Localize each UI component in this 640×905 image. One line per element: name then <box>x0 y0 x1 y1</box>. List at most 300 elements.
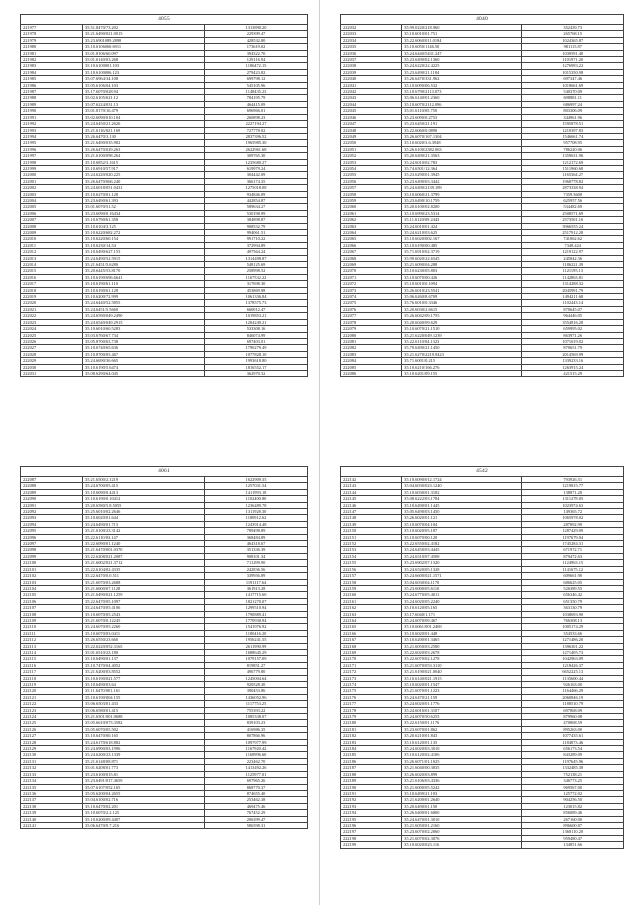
row-code-cell: 35.21.6600/07.1128 <box>83 585 205 591</box>
row-amount-cell: 428532.80 <box>205 37 308 43</box>
row-id-cell: 222075 <box>341 300 402 306</box>
panel-title: 4055 <box>20 14 308 24</box>
row-id-cell: 222060 <box>341 204 402 210</box>
row-id-cell: 222175 <box>341 688 402 694</box>
row-code-cell: 35.10.6010/0.1094 <box>402 281 522 287</box>
row-code-cell: 35.22.6020/03.2678 <box>402 649 522 655</box>
row-code-cell: 35.10.6104/3.125 <box>83 223 205 229</box>
row-amount-cell: 1378575.73 <box>205 300 308 306</box>
row-code-cell: 35.05.6490/03.1450 <box>402 509 522 515</box>
row-code-cell: 35.10.6790/2113.073 <box>402 89 522 95</box>
row-amount-cell: 1188510.79 <box>522 701 624 707</box>
row-code-cell: 35.24.6440/5431.247 <box>402 50 522 56</box>
row-amount-cell: 803306.09 <box>522 108 624 114</box>
row-id-cell: 222032 <box>341 25 402 31</box>
row-code-cell: 35.21.6200/03.8552 <box>83 669 205 675</box>
row-amount-cell: 123015.82 <box>522 803 624 809</box>
row-id-cell: 222101 <box>21 566 83 572</box>
row-code-cell: 35.71.6001/0.215 <box>402 358 522 364</box>
row-id-cell: 221989 <box>21 101 83 107</box>
row-amount-cell: 671972.71 <box>522 547 624 553</box>
row-code-cell: 35.24.6540/049.2915 <box>83 319 205 325</box>
row-amount-cell: 879472.63 <box>522 553 624 559</box>
row-amount-cell: 464318.67 <box>205 541 308 547</box>
row-amount-cell: 1117753.25 <box>205 701 308 707</box>
row-id-cell: 222080 <box>341 332 402 338</box>
row-id-cell: 221990 <box>21 108 83 114</box>
row-id-cell: 221995 <box>21 140 83 146</box>
row-code-cell: 35.24.6200/23.1339 <box>83 752 205 758</box>
row-amount-cell: 698881.11 <box>522 95 624 101</box>
row-code-cell: 35.23.6100/015.81 <box>83 771 205 777</box>
row-code-cell: 35.05.6106/04.103 <box>83 82 205 88</box>
row-amount-cell: 361913.28 <box>205 585 308 591</box>
row-code-cell: 35.21.6070/01.1223 <box>402 688 522 694</box>
row-amount-cell: 470868.59 <box>522 720 624 726</box>
row-code-cell: 35.03.6760/67.734 <box>83 332 205 338</box>
row-code-cell: 35.10.6106060.6911 <box>83 44 205 50</box>
row-id-cell: 222145 <box>341 496 402 502</box>
row-amount-cell: 1965985.30 <box>205 140 308 146</box>
row-amount-cell: 1511960.68 <box>522 165 624 171</box>
row-code-cell: 35.01.6110/05.750 <box>402 108 522 114</box>
row-amount-cell: 697965.26 <box>205 778 308 784</box>
row-amount-cell: 1263915.24 <box>522 364 624 370</box>
row-code-cell: 35.10.6790/61.358 <box>83 217 205 223</box>
row-code-cell: 35.24.6770/05.4011 <box>402 592 522 598</box>
row-id-cell: 222160 <box>341 592 402 598</box>
row-id-cell: 222142 <box>341 477 402 483</box>
row-code-cell: 35.23.6491/017.4659 <box>83 778 205 784</box>
row-amount-cell: 920528.30 <box>205 682 308 688</box>
row-amount-cell: 1332485.38 <box>522 765 624 771</box>
row-id-cell: 222020 <box>21 300 83 306</box>
row-amount-cell: 957708.95 <box>522 140 624 146</box>
row-code-cell: 35.11.6470/001.161 <box>83 688 205 694</box>
row-id-cell: 221994 <box>21 133 83 139</box>
data-table <box>20 24 308 377</box>
row-code-cell: 35.10.6490/01.1445 <box>402 502 522 508</box>
row-id-cell: 222036 <box>341 50 402 56</box>
row-id-cell: 222048 <box>341 127 402 133</box>
row-id-cell: 222186 <box>341 758 402 764</box>
row-code-cell: 35.26.6071/01.1025 <box>402 758 522 764</box>
row-code-cell: 35.21.6270/2219.9423 <box>402 351 522 357</box>
row-amount-cell: 981115.87 <box>522 44 624 50</box>
row-code-cell: 35.10.6060/21.3799 <box>402 191 522 197</box>
row-id-cell: 222113 <box>21 643 83 649</box>
row-code-cell: 35.10.6200/01.3465 <box>402 637 522 643</box>
row-code-cell: 35.21.6070/03.2688 <box>83 579 205 585</box>
row-amount-cell: 530198.99 <box>205 210 308 216</box>
row-amount-cell: 1245004.64 <box>205 675 308 681</box>
row-amount-cell: 346773.25 <box>522 778 624 784</box>
row-code-cell: 35.23.6000/05.6110 <box>402 585 522 591</box>
row-amount-cell: 856089.46 <box>522 810 624 816</box>
row-id-cell: 222162 <box>341 605 402 611</box>
row-code-cell: 35.26.6010/23.5541 <box>402 287 522 293</box>
row-id-cell: 222103 <box>21 579 83 585</box>
row-code-cell: 35.10.6070/00.120 <box>402 534 522 540</box>
row-code-cell: 35.06.6140/01.2360 <box>402 95 522 101</box>
row-amount-cell: 344961.96 <box>522 114 624 120</box>
row-amount-cell: 839103.23 <box>205 720 308 726</box>
row-amount-cell: 1197679.04 <box>522 534 624 540</box>
row-code-cell: 35.21.6116/021.169 <box>83 127 205 133</box>
row-amount-cell: 1167920.42 <box>205 746 308 752</box>
row-code-cell: 35.10.6190/0.10412 <box>83 496 205 502</box>
row-amount-cell: 1494211.68 <box>522 294 624 300</box>
row-amount-cell: 526389.55 <box>522 585 624 591</box>
row-amount-cell: 1168996.60 <box>205 752 308 758</box>
row-code-cell: 35.71.6910/02.3719 <box>402 249 522 255</box>
row-amount-cell: 1993618.80 <box>205 358 308 364</box>
row-id-cell: 222114 <box>21 649 83 655</box>
row-amount-cell: 1236489.78 <box>205 502 308 508</box>
row-code-cell: 35.10.6190/00.485 <box>402 242 522 248</box>
row-amount-cell: 1077828.10 <box>205 351 308 357</box>
row-amount-cell: 1956241.55 <box>205 637 308 643</box>
row-amount-cell: 469475.46 <box>205 803 308 809</box>
row-code-cell: 35.23.6901089.2898 <box>83 37 205 43</box>
row-id-cell: 222097 <box>21 541 83 547</box>
row-amount-cell: 2611990.99 <box>205 643 308 649</box>
row-id-cell: 221999 <box>21 165 83 171</box>
row-id-cell: 222133 <box>21 771 83 777</box>
row-code-cell: 35.10.6020/05.187 <box>402 528 522 534</box>
row-amount-cell: 366174.35 <box>205 178 308 184</box>
row-amount-cell: 1219122.97 <box>522 249 624 255</box>
row-amount-cell: 686625.05 <box>522 579 624 585</box>
row-code-cell: 35.20.6030/2.6615 <box>402 306 522 312</box>
row-id-cell: 222064 <box>341 230 402 236</box>
row-id-cell: 222152 <box>341 541 402 547</box>
row-code-cell: 35.24.6600/021.1571 <box>402 573 522 579</box>
row-code-cell: 35.10.6120/02.4106 <box>402 752 522 758</box>
row-amount-cell: 1770930.94 <box>205 617 308 623</box>
row-id-cell: 222164 <box>341 617 402 623</box>
row-amount-cell: 1019853.21 <box>205 313 308 319</box>
row-id-cell: 221998 <box>21 159 83 165</box>
row-id-cell: 222119 <box>21 682 83 688</box>
row-code-cell: 35.10.6090/012.1724 <box>402 477 522 483</box>
row-amount-cell: 1218426.37 <box>522 662 624 668</box>
row-amount-cell: 1142863.81 <box>522 274 624 280</box>
row-id-cell: 222039 <box>341 69 402 75</box>
row-code-cell: 35.10.6100001.103 <box>83 63 205 69</box>
row-amount-cell: 697347.46 <box>522 76 624 82</box>
row-id-cell: 222137 <box>21 797 83 803</box>
row-code-cell: 35.23.6090/0.2753 <box>402 114 522 120</box>
row-id-cell: 222122 <box>21 701 83 707</box>
row-id-cell: 222144 <box>341 489 402 495</box>
row-amount-cell: 1101971.20 <box>522 57 624 63</box>
row-amount-cell: 242836.56 <box>205 566 308 572</box>
row-code-cell: 35.20.6445/53.8170 <box>83 268 205 274</box>
row-id-cell: 222099 <box>21 553 83 559</box>
row-code-cell: 35.11.6120/09.2443 <box>402 217 522 223</box>
row-code-cell: 35.21.6100/23.3142 <box>83 528 205 534</box>
row-id-cell: 222056 <box>341 178 402 184</box>
row-amount-cell: 497564.24 <box>205 249 308 255</box>
row-code-cell: 35.24.6070/50.6255 <box>402 714 522 720</box>
row-amount-cell: 969567.00 <box>522 784 624 790</box>
row-amount-cell: 2227194.27 <box>205 121 308 127</box>
row-id-cell: 222163 <box>341 611 402 617</box>
row-id-cell: 222006 <box>21 210 83 216</box>
row-id-cell: 222085 <box>341 364 402 370</box>
row-id-cell: 222124 <box>21 714 83 720</box>
row-id-cell: 221986 <box>21 82 83 88</box>
row-id-cell: 222166 <box>341 630 402 636</box>
row-id-cell: 222078 <box>341 319 402 325</box>
row-code-cell: 35.10.6100006.123 <box>83 69 205 75</box>
row-id-cell: 222158 <box>341 579 402 585</box>
row-amount-cell: 287892.99 <box>522 521 624 527</box>
row-code-cell: 35.10.6190/004.155 <box>83 694 205 700</box>
row-id-cell: 222019 <box>21 294 83 300</box>
row-id-cell: 222000 <box>21 172 83 178</box>
row-code-cell: 35.24.6470/01.3010 <box>402 816 522 822</box>
row-id-cell: 222159 <box>341 585 402 591</box>
row-id-cell: 222179 <box>341 714 402 720</box>
row-code-cell: 35.10.6140/021.1915 <box>402 675 522 681</box>
row-code-cell: 35.20.6580/5.8.5055 <box>83 502 205 508</box>
row-code-cell: 35.24.6470/05.4106 <box>83 605 205 611</box>
row-id-cell: 222104 <box>21 585 83 591</box>
row-code-cell: 35.24.6990/03.1996 <box>83 746 205 752</box>
row-amount-cell: 1299510.94 <box>205 605 308 611</box>
row-code-cell: 35.20.6490/21.3563 <box>402 153 522 159</box>
row-amount-cell: 1411993.18 <box>205 489 308 495</box>
row-id-cell: 222065 <box>341 236 402 242</box>
row-id-cell: 222181 <box>341 726 402 732</box>
row-id-cell: 222010 <box>21 236 83 242</box>
row-amount-cell: 870645.07 <box>522 306 624 312</box>
row-code-cell: 35.01.6070/51.52 <box>83 204 205 210</box>
row-code-cell: 35.22.6110/03.147 <box>83 534 205 540</box>
row-id-cell: 222171 <box>341 662 402 668</box>
row-code-cell: 35.04.6030/023.1240 <box>402 483 522 489</box>
row-amount-cell: 390453.86 <box>205 688 308 694</box>
row-amount-cell: 1235680.27 <box>205 159 308 165</box>
row-code-cell: 35.10.6910/57.917 <box>83 165 205 171</box>
row-amount-cell: 1085338.07 <box>205 714 308 720</box>
row-code-cell: 35.10.6061/001.2469 <box>402 624 522 630</box>
row-code-cell: 35.26.6020/03.899 <box>402 771 522 777</box>
row-amount-cell: 1005174.29 <box>522 624 624 630</box>
row-amount-cell: 586598.31 <box>205 822 308 828</box>
row-amount-cell: 656346.42 <box>522 592 624 598</box>
row-amount-cell: 1141675.12 <box>522 566 624 572</box>
row-code-cell: 35.21.6470/001.0370 <box>83 547 205 553</box>
row-id-cell: 222148 <box>341 515 402 521</box>
row-amount-cell: 879960.08 <box>522 714 624 720</box>
row-amount-cell: 1180912.62 <box>205 515 308 521</box>
row-id-cell: 222026 <box>21 338 83 344</box>
row-code-cell: 35.22.6070/02.1278 <box>402 656 522 662</box>
row-id-cell: 222110 <box>21 624 83 630</box>
row-amount-cell: 7359.3600 <box>522 191 624 197</box>
row-id-cell: 222147 <box>341 509 402 515</box>
row-amount-cell: 686997.24 <box>522 101 624 107</box>
table-row <box>341 370 624 376</box>
row-amount-cell: 895263.00 <box>522 726 624 732</box>
row-code-cell: 35.22.6220/052.3165 <box>83 643 205 649</box>
row-code-cell: 35.24.6070/09.467 <box>402 617 522 623</box>
row-id-cell: 222079 <box>341 326 402 332</box>
row-code-cell: 35.10.6470/00.165 <box>83 733 205 739</box>
row-code-cell: 35.10.6070/04.104 <box>402 521 522 527</box>
row-amount-cell: 1167532.22 <box>205 274 308 280</box>
row-amount-cell: 384898.87 <box>205 217 308 223</box>
row-code-cell: 35.10.6030/01.3182 <box>402 489 522 495</box>
row-id-cell: 222027 <box>21 345 83 351</box>
row-code-cell: 35.10.6270/01.128 <box>83 191 205 197</box>
row-amount-cell: 1191117.64 <box>205 579 308 585</box>
row-amount-cell: 317698.30 <box>205 281 308 287</box>
row-code-cell: 35.21.6490/021.0015 <box>83 31 205 37</box>
row-code-cell: 35.26.6042/09.1755 <box>402 313 522 319</box>
row-amount-cell: 496779.80 <box>205 669 308 675</box>
row-amount-cell: 819851.27 <box>205 662 308 668</box>
row-code-cell: 35.20.6490/01.150 <box>402 803 522 809</box>
row-amount-cell: 138871.20 <box>522 489 624 495</box>
row-amount-cell: 1396301.22 <box>522 643 624 649</box>
row-code-cell: 35.51.8470/73.202 <box>83 25 205 31</box>
row-id-cell: 222050 <box>341 140 402 146</box>
row-code-cell: 35.04.6030/04.1170 <box>402 579 522 585</box>
row-code-cell: 35.21.6190/021.0040 <box>402 669 522 675</box>
row-amount-cell: 260898.23 <box>205 114 308 120</box>
row-id-cell: 222070 <box>341 268 402 274</box>
row-code-cell: 35.21.6490/035.982 <box>83 140 205 146</box>
row-amount-cell: 752138.21 <box>522 771 624 777</box>
row-id-cell: 222156 <box>341 566 402 572</box>
row-code-cell: 35.21.6050/03.2580 <box>402 643 522 649</box>
row-amount-cell: 1125977.01 <box>205 771 308 777</box>
row-code-cell: 35.26.6470/066.240 <box>83 178 205 184</box>
row-id-cell: 222157 <box>341 573 402 579</box>
row-amount-cell: 1180416.20 <box>205 630 308 636</box>
row-amount-cell: 149365.72 <box>522 509 624 515</box>
row-id-cell: 222071 <box>341 274 402 280</box>
row-code-cell: 35.10.6490/01.137 <box>83 656 205 662</box>
row-amount-cell: 1121195.13 <box>522 268 624 274</box>
row-amount-cell: 545105.96 <box>205 82 308 88</box>
row-amount-cell: 1821270.07 <box>205 598 308 604</box>
row-id-cell: 222077 <box>341 313 402 319</box>
row-code-cell: 35.10.6220/60.154 <box>83 236 205 242</box>
row-id-cell: 222161 <box>341 598 402 604</box>
row-amount-cell: 1061336.84 <box>205 294 308 300</box>
row-id-cell: 222041 <box>341 82 402 88</box>
row-id-cell: 222035 <box>341 44 402 50</box>
row-id-cell: 222094 <box>21 521 83 527</box>
row-amount-cell: 363130.79 <box>522 605 624 611</box>
row-id-cell: 222047 <box>341 121 402 127</box>
row-code-cell: 35.10.6020/01.644 <box>83 515 205 521</box>
row-amount-cell: 362970.32 <box>205 370 308 376</box>
row-code-cell: 35.10.6190/5.6474 <box>83 364 205 370</box>
row-amount-cell: 309765.30 <box>205 153 308 159</box>
row-code-cell: 35.06.6580/01.415 <box>83 707 205 713</box>
row-id-cell: 222109 <box>21 617 83 623</box>
row-code-cell: 35.24.6590/049.2490 <box>83 313 205 319</box>
row-id-cell: 221979 <box>21 37 83 43</box>
row-id-cell: 221981 <box>21 50 83 56</box>
row-amount-cell: 1042963.09 <box>522 656 624 662</box>
row-amount-cell: 173619.02 <box>205 44 308 50</box>
row-amount-cell: 1018661.69 <box>522 82 624 88</box>
row-code-cell: 35.22.6110/04.1323 <box>402 338 522 344</box>
row-amount-cell: 253462.38 <box>205 797 308 803</box>
row-id-cell: 222005 <box>21 204 83 210</box>
row-id-cell: 221983 <box>21 63 83 69</box>
row-code-cell: 35.24.6450/03.4445 <box>402 547 522 553</box>
row-code-cell: 35.10.7470/04.4052 <box>83 662 205 668</box>
row-amount-cell: 7348.424 <box>522 242 624 248</box>
row-code-cell: 35.21.6106/03.4336 <box>402 778 522 784</box>
row-code-cell: 35.10.6070/2.2.125 <box>83 810 205 816</box>
row-code-cell: 35.07.6964/34.108 <box>83 76 205 82</box>
row-id-cell: 222015 <box>21 268 83 274</box>
panel-title: 4542 <box>340 466 624 476</box>
row-id-cell: 222067 <box>341 249 402 255</box>
row-id-cell: 222014 <box>21 262 83 268</box>
row-id-cell: 222165 <box>341 624 402 630</box>
row-amount-cell: 394322.70 <box>205 50 308 56</box>
row-amount-cell: 279423.82 <box>205 69 308 75</box>
row-code-cell: 35.76.6010/0.3346 <box>402 300 522 306</box>
row-code-cell: 35.10.6020/023.116 <box>402 842 522 848</box>
row-id-cell: 222136 <box>21 790 83 796</box>
row-amount-cell: 339956.89 <box>205 573 308 579</box>
row-id-cell: 222054 <box>341 165 402 171</box>
row-code-cell: 35.21.6501/001.0688 <box>83 714 205 720</box>
row-id-cell: 222068 <box>341 255 402 261</box>
row-id-cell: 222138 <box>21 803 83 809</box>
row-id-cell: 222030 <box>21 364 83 370</box>
row-amount-cell: 786220.06 <box>522 146 624 152</box>
row-code-cell: 35.21.6070/02.3076 <box>402 835 522 841</box>
row-id-cell: 222128 <box>21 739 83 745</box>
row-id-cell: 222051 <box>341 146 402 152</box>
row-code-cell: 35.10.6490/627.153 <box>83 249 205 255</box>
row-amount-cell: 874655.40 <box>205 790 308 796</box>
row-code-cell: 35.22.6104/02.4335 <box>83 566 205 572</box>
row-id-cell: 222117 <box>21 669 83 675</box>
row-code-cell: 35.10.6070/2112.096 <box>402 101 522 107</box>
row-amount-cell: 660012.47 <box>205 306 308 312</box>
row-amount-cell: 1204249.21 <box>205 319 308 325</box>
row-id-cell: 222016 <box>21 274 83 280</box>
row-id-cell: 222040 <box>341 76 402 82</box>
table-panel-top-left <box>20 14 308 377</box>
row-amount-cell: 1023974.63 <box>522 502 624 508</box>
row-id-cell: 222034 <box>341 37 402 43</box>
row-amount-cell: 1745284.31 <box>522 541 624 547</box>
row-id-cell: 222076 <box>341 306 402 312</box>
row-id-cell: 222062 <box>341 217 402 223</box>
table-panel-bottom-left <box>20 466 308 829</box>
row-amount-cell: 2873338.94 <box>522 185 624 191</box>
row-code-cell: 35.10.6490/21.103 <box>402 790 522 796</box>
row-amount-cell: 245842.36 <box>522 255 624 261</box>
table-row <box>21 822 308 828</box>
row-amount-cell: 352439.73 <box>522 25 624 31</box>
row-amount-cell: 1165364.27 <box>522 172 624 178</box>
